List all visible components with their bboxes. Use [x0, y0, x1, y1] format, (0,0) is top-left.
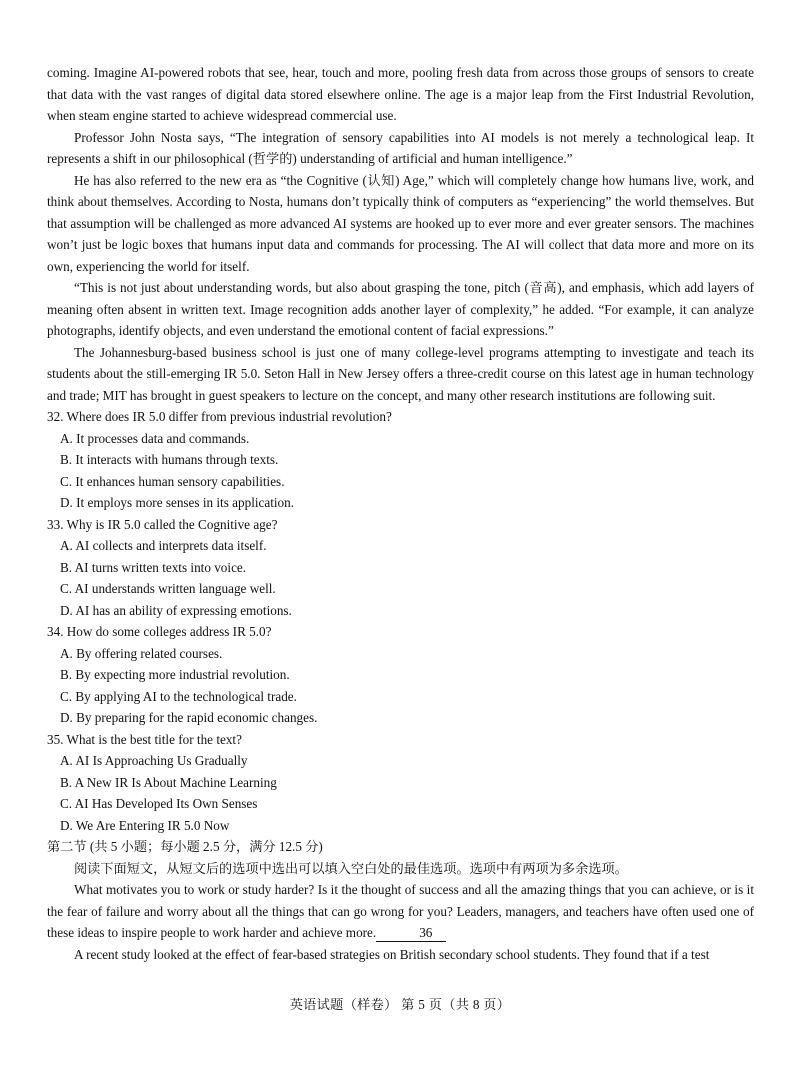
passage-paragraph-5: The Johannesburg-based business school is just one of many college-level programs attempting to investigate and teach its students about the still-emerging IR 5.0. Seton Hall in New Jersey offers a three-credit course on this latest age in human technology and trade; MIT has brought in guest speakers to lecture on the concept, and many other research institutions are following suit.: [47, 344, 754, 403]
question-stem: 32. Where does IR 5.0 differ from previous industrial revolution?: [47, 409, 392, 424]
option-c: C. AI understands written language well.: [60, 581, 276, 596]
question-stem: 34. How do some colleges address IR 5.0?: [47, 624, 272, 639]
section-2-paragraph-1-text: What motivates you to work or study harder? Is it the thought of success and all the amazing things that you can achieve, or is it the fear of failure and worry about all the things that can go wrong for you? Leaders, managers, and teachers have often used one of these ideas to inspire people to work harder and achieve more.: [47, 882, 754, 940]
question-34: [47, 621, 754, 729]
section-2-heading: 第二节 (共 5 小题；每小题 2.5 分，满分 12.5 分): [47, 839, 323, 854]
option-d: D. We Are Entering IR 5.0 Now: [60, 817, 230, 833]
option-b: B. AI turns written texts into voice.: [60, 559, 247, 575]
exam-page: [47, 62, 754, 965]
option-b: B. By expecting more industrial revolution.: [60, 667, 290, 682]
blank-36: 36: [376, 925, 446, 942]
option-c: C. It enhances human sensory capabilities.: [60, 473, 285, 489]
passage-paragraph-1: coming. Imagine AI-powered robots that see, hear, touch and more, pooling fresh data from across those groups of sensors to create that data with the vast ranges of digital data stored elsewhere online. The age is a major leap from the First Industrial Revolution, when steam engine started to achieve widespread commercial use.: [47, 65, 754, 123]
passage-paragraph-2: Professor John Nosta says, “The integration of sensory capabilities into AI models is not merely a technological leap. It represents a shift in our philosophical (哲学的) understanding of artificial and human intelligence.”: [47, 129, 754, 166]
passage-paragraph-3: He has also referred to the new era as “the Cognitive (认知) Age,” which will completely change how humans live, work, and think about themselves. According to Nosta, humans don’t typically think of computers as “experiencing” the world themselves. But that assumption will be challenged as more advanced AI systems are hooked up to ever more and ever greater sensors. The machines won’t just be logic boxes that humans input data and commands for processing. The AI will collect that data more and more on its own, experiencing the world for itself.: [47, 172, 754, 274]
option-a: A. It processes data and commands.: [60, 430, 250, 446]
section-2-paragraph-1: [47, 879, 754, 944]
question-stem: 35. What is the best title for the text?: [47, 731, 242, 747]
option-d: D. AI has an ability of expressing emotions.: [60, 602, 292, 618]
option-d: D. By preparing for the rapid economic changes.: [60, 710, 318, 725]
passage-paragraph-4: “This is not just about understanding words, but also about grasping the tone, pitch (音高), and emphasis, which add layers of meaning often absent in written text. Image recognition adds another layer of complexity,” he added. “For example, it can analyze photographs, identify objects, and even understand the emotional content of facial expressions.”: [47, 280, 754, 338]
option-d: D. It employs more senses in its application.: [60, 495, 295, 510]
section-2-instruction: 阅读下面短文，从短文后的选项中选出可以填入空白处的最佳选项。选项中有两项为多余选项。: [74, 860, 628, 876]
option-b: B. A New IR Is About Machine Learning: [60, 774, 277, 790]
section-2-paragraph-2: A recent study looked at the effect of fear-based strategies on British secondary school students. They found that if a test: [74, 946, 710, 962]
question-32: [47, 406, 754, 514]
page-footer: 英语试题（样卷） 第 5 页（共 8 页）: [289, 997, 511, 1012]
option-b: B. It interacts with humans through texts.: [60, 452, 279, 467]
option-a: A. By offering related courses.: [60, 645, 223, 661]
question-35: [47, 729, 754, 837]
question-33: [47, 514, 754, 622]
option-c: C. AI Has Developed Its Own Senses: [60, 796, 258, 811]
question-stem: 33. Why is IR 5.0 called the Cognitive age?: [47, 516, 278, 532]
option-c: C. By applying AI to the technological trade.: [60, 688, 297, 704]
option-a: A. AI Is Approaching Us Gradually: [60, 753, 248, 768]
option-a: A. AI collects and interprets data itself.: [60, 538, 267, 553]
